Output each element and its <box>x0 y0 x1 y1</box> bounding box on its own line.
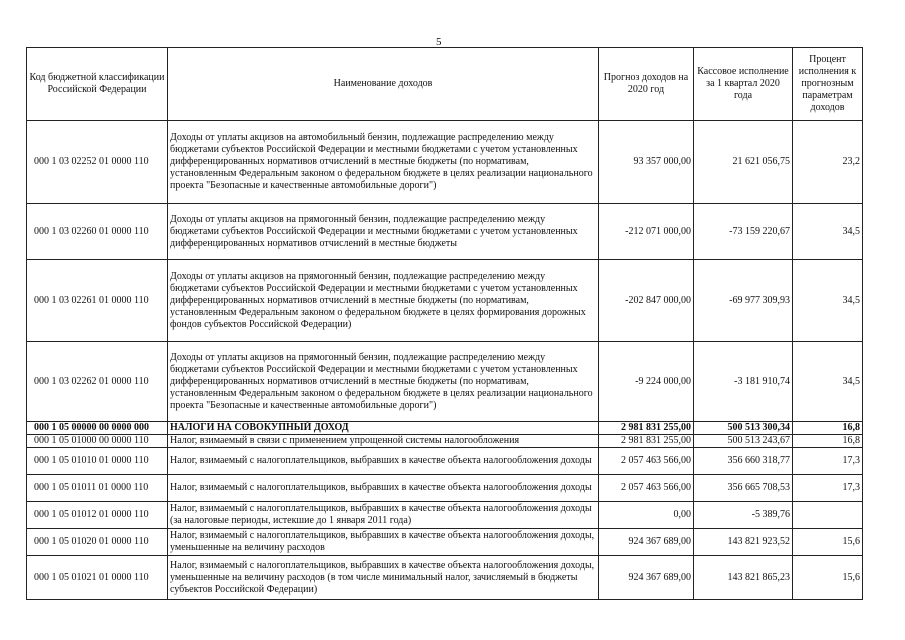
table-row <box>27 121 863 204</box>
row-forecast: 0,00 <box>599 502 694 529</box>
table-row <box>27 342 863 422</box>
header-name: Наименование доходов <box>168 48 599 121</box>
row-execution: 143 821 865,23 <box>694 556 793 600</box>
row-name: НАЛОГИ НА СОВОКУПНЫЙ ДОХОД <box>168 422 599 435</box>
row-code: 000 1 05 01010 01 0000 110 <box>27 448 168 475</box>
row-forecast: 2 981 831 255,00 <box>599 435 694 448</box>
row-name: Налог, взимаемый с налогоплательщиков, выбравших в качестве объекта налогообложения доходы <box>168 448 599 475</box>
row-code: 000 1 03 02260 01 0000 110 <box>27 204 168 260</box>
row-percent: 17,3 <box>793 448 863 475</box>
row-execution: 356 665 708,53 <box>694 475 793 502</box>
row-percent: 16,8 <box>793 435 863 448</box>
row-percent: 17,3 <box>793 475 863 502</box>
row-execution: 500 513 300,34 <box>694 422 793 435</box>
row-code: 000 1 05 01020 01 0000 110 <box>27 529 168 556</box>
row-execution: 356 660 318,77 <box>694 448 793 475</box>
row-code: 000 1 03 02262 01 0000 110 <box>27 342 168 422</box>
row-code: 000 1 05 01000 00 0000 110 <box>27 435 168 448</box>
table-row <box>27 529 863 556</box>
row-forecast: 2 057 463 566,00 <box>599 448 694 475</box>
row-name: Доходы от уплаты акцизов на прямогонный бензин, подлежащие распределению между бюджетами субъектов Российской Федерации и местными бюджетами с учетом установленных дифференцированных нормативов отчислений в местные бюджеты (по нормативам, установленным Федеральным законом о федеральном бюджете в целях формирования дорожных фондов субъектов Российской Федерации) <box>168 260 599 342</box>
row-code: 000 1 03 02261 01 0000 110 <box>27 260 168 342</box>
row-code: 000 1 05 01011 01 0000 110 <box>27 475 168 502</box>
row-forecast: 924 367 689,00 <box>599 529 694 556</box>
row-execution: 500 513 243,67 <box>694 435 793 448</box>
row-percent: 34,5 <box>793 260 863 342</box>
header-forecast: Прогноз доходов на 2020 год <box>599 48 694 121</box>
row-code: 000 1 05 00000 00 0000 000 <box>27 422 168 435</box>
table-row <box>27 475 863 502</box>
row-execution: 21 621 056,75 <box>694 121 793 204</box>
row-code: 000 1 03 02252 01 0000 110 <box>27 121 168 204</box>
table-header-row <box>27 48 863 121</box>
row-execution: -3 181 910,74 <box>694 342 793 422</box>
row-name: Налог, взимаемый с налогоплательщиков, выбравших в качестве объекта налогообложения доходы, уменьшенные на величину расходов <box>168 529 599 556</box>
row-forecast: -202 847 000,00 <box>599 260 694 342</box>
revenue-table <box>26 47 863 600</box>
row-code: 000 1 05 01012 01 0000 110 <box>27 502 168 529</box>
table-row <box>27 502 863 529</box>
row-percent: 16,8 <box>793 422 863 435</box>
header-code: Код бюджетной классификации Российской Федерации <box>27 48 168 121</box>
row-percent: 15,6 <box>793 529 863 556</box>
row-execution: -73 159 220,67 <box>694 204 793 260</box>
row-percent: 34,5 <box>793 342 863 422</box>
row-name: Налог, взимаемый с налогоплательщиков, выбравших в качестве объекта налогообложения доходы, уменьшенные на величину расходов (в том числе минимальный налог, зачисляемый в бюджеты субъектов Российской Федерации) <box>168 556 599 600</box>
table-row <box>27 435 863 448</box>
row-forecast: 2 057 463 566,00 <box>599 475 694 502</box>
table-row <box>27 448 863 475</box>
row-forecast: 924 367 689,00 <box>599 556 694 600</box>
page-number: 5 <box>436 36 442 48</box>
row-forecast: 93 357 000,00 <box>599 121 694 204</box>
row-forecast: 2 981 831 255,00 <box>599 422 694 435</box>
row-name: Доходы от уплаты акцизов на прямогонный бензин, подлежащие распределению между бюджетами субъектов Российской Федерации и местными бюджетами с учетом установленных дифференцированных нормативов отчислений в местные бюджеты <box>168 204 599 260</box>
header-execution: Кассовое исполнение за 1 квартал 2020 года <box>694 48 793 121</box>
row-name: Налог, взимаемый с налогоплательщиков, выбравших в качестве объекта налогообложения доходы <box>168 475 599 502</box>
row-percent <box>793 502 863 529</box>
row-percent: 15,6 <box>793 556 863 600</box>
table-row <box>27 556 863 600</box>
row-forecast: -9 224 000,00 <box>599 342 694 422</box>
table-row <box>27 204 863 260</box>
row-name: Налог, взимаемый в связи с применением упрощенной системы налогообложения <box>168 435 599 448</box>
row-name: Доходы от уплаты акцизов на прямогонный бензин, подлежащие распределению между бюджетами субъектов Российской Федерации и местными бюджетами с учетом установленных дифференцированных нормативов отчислений в местные бюджеты (по нормативам, установленным Федеральным законом о федеральном бюджете в целях реализации национального проекта "Безопасные и качественные автомобильные дороги") <box>168 342 599 422</box>
row-name: Налог, взимаемый с налогоплательщиков, выбравших в качестве объекта налогообложения доходы (за налоговые периоды, истекшие до 1 января 2011 года) <box>168 502 599 529</box>
row-forecast: -212 071 000,00 <box>599 204 694 260</box>
table-row-section-total <box>27 422 863 435</box>
row-execution: 143 821 923,52 <box>694 529 793 556</box>
row-code: 000 1 05 01021 01 0000 110 <box>27 556 168 600</box>
row-percent: 23,2 <box>793 121 863 204</box>
row-percent: 34,5 <box>793 204 863 260</box>
row-name: Доходы от уплаты акцизов на автомобильный бензин, подлежащие распределению между бюджетами субъектов Российской Федерации и местными бюджетами с учетом установленных дифференцированных нормативов отчислений в местные бюджеты (по нормативам, установленным Федеральным законом о федеральном бюджете в целях реализации национального проекта "Безопасные и качественные автомобильные дороги") <box>168 121 599 204</box>
row-execution: -69 977 309,93 <box>694 260 793 342</box>
header-percent: Процент исполнения к прогнозным параметрам доходов <box>793 48 863 121</box>
table-row <box>27 260 863 342</box>
row-execution: -5 389,76 <box>694 502 793 529</box>
